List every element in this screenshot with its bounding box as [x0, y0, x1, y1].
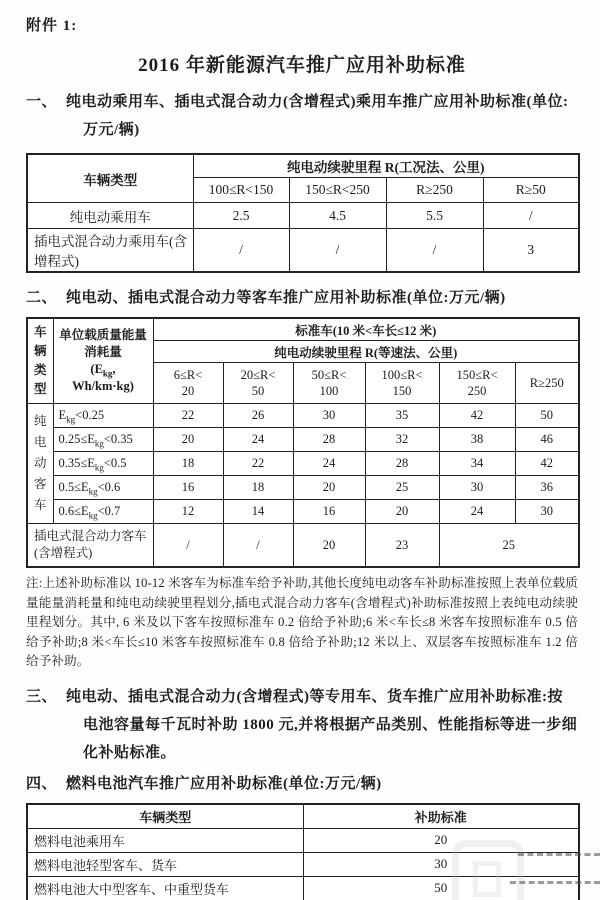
table2-cell: 20 — [293, 476, 365, 500]
table2-cell: 26 — [223, 404, 293, 428]
table2-cell: 18 — [153, 452, 223, 476]
section-3-number: 三、 — [26, 688, 58, 705]
table2-cell: 32 — [365, 428, 439, 452]
table-row — [27, 852, 579, 876]
table2-cell: 28 — [365, 452, 439, 476]
table-row — [27, 229, 579, 273]
table1-cell: 2.5 — [193, 203, 289, 229]
section-2-text: 纯电动、插电式混合动力等客车推广应用补助标准(单位:万元/辆) — [66, 290, 506, 306]
table3-col-header: 车辆类型 — [27, 804, 303, 829]
table1-cell: / — [386, 229, 483, 273]
table-row — [27, 524, 579, 568]
table2-cell: 30 — [293, 404, 365, 428]
table1-cell: 5.5 — [386, 203, 483, 229]
table1-cell: / — [193, 229, 289, 273]
section-2-heading — [26, 284, 578, 312]
section-4-number: 四、 — [26, 775, 58, 792]
table-row — [27, 428, 579, 452]
table3-row-label: 燃料电池大中型客车、中重型货车 — [27, 876, 303, 900]
table2-cell: 22 — [153, 404, 223, 428]
table1-row-label: 纯电动乘用车 — [27, 203, 193, 229]
table-row — [27, 452, 579, 476]
table1-cell: / — [289, 229, 386, 273]
table2-col-header: 50≤R< 100 — [293, 363, 365, 404]
table2-cell: 28 — [293, 428, 365, 452]
table2-standard-vehicle-header: 标准车(10 米<车长≤12 米) — [153, 318, 579, 341]
table2-cell: 25 — [365, 476, 439, 500]
table2-cell: 24 — [439, 500, 515, 524]
table2-col-header: 100≤R< 150 — [365, 363, 439, 404]
table2-cell: 50 — [515, 404, 579, 428]
table1-cell: 4.5 — [289, 203, 386, 229]
table1-col-header: R≥50 — [483, 178, 579, 203]
table2-cell: 20 — [293, 524, 365, 568]
table1-cell: / — [483, 203, 579, 229]
table2-cell: 34 — [439, 452, 515, 476]
table3-row-label: 燃料电池乘用车 — [27, 828, 303, 852]
table1-cell: 3 — [483, 229, 579, 273]
table2-energy-range: $0.35\le E_{kg}<0.5$ — [53, 452, 153, 476]
table1-row-label: 插电式混合动力乘用车(含增程式) — [27, 229, 193, 273]
table-row — [27, 828, 579, 852]
table2-energy-range: $0.6\le E_{kg}<0.7$ — [53, 500, 153, 524]
table-row — [27, 203, 579, 229]
table2-range-header: 纯电动续驶里程 R(等速法、公里) — [153, 341, 579, 363]
table2-phev-label: 插电式混合动力客车(含增程式) — [27, 524, 153, 568]
table2-cell: 14 — [223, 500, 293, 524]
table2-corner-header: 车辆类型 — [27, 318, 53, 404]
table2-cell: 25 — [439, 524, 579, 568]
section-2-number: 二、 — [26, 290, 58, 306]
section-1-heading — [26, 88, 578, 144]
table2-cell: 16 — [153, 476, 223, 500]
table2-col-header: R≥250 — [515, 363, 579, 404]
passenger-car-subsidy-table — [26, 153, 580, 273]
attachment-label: 附件 1: — [26, 18, 78, 34]
table2-footnote: 注:上述补助标准以 10-12 米客车为标准车给予补助,其他长度纯电动客车补助标准按照上表单位载质量能量消耗量和纯电动续驶里程划分,插电式混合动力客车(含增程式)补助标准按照上表纯电动续驶里程划分。其中, 6 米及以下客车按照标准车 0.2 倍给予补助;6 米<车长≤8 米客车按照标准车 0.5 倍给予补助;8 米<车长≤10 米客车按照标准车 0.8 倍给予补助;12 米以上、双层客车按照标准车 1.2 倍给予补助。 — [26, 576, 578, 668]
table2-col-header: 20≤R< 50 — [223, 363, 293, 404]
section-1-number: 一、 — [26, 94, 58, 110]
table2-cell: 30 — [439, 476, 515, 500]
table2-energy-range: $E_{kg}<0.25$ — [53, 404, 153, 428]
table2-col-header: 6≤R< 20 — [153, 363, 223, 404]
table2-cell: 22 — [223, 452, 293, 476]
table2-cell: 36 — [515, 476, 579, 500]
table2-group-label: 纯电动客车 — [27, 404, 53, 524]
table3-col-header: 补助标准 — [303, 804, 579, 829]
table2-cell: 24 — [223, 428, 293, 452]
table2-cell: 12 — [153, 500, 223, 524]
table2-cell: 35 — [365, 404, 439, 428]
table1-range-header: 纯电动续驶里程 R(工况法、公里) — [193, 154, 579, 178]
table2-cell: / — [223, 524, 293, 568]
table3-cell: 30 — [303, 852, 579, 876]
table2-cell: 42 — [439, 404, 515, 428]
section-1-text: 纯电动乘用车、插电式混合动力(含增程式)乘用车推广应用补助标准(单位:万元/辆) — [66, 94, 569, 138]
table-row — [27, 404, 579, 428]
table1-col-header: R≥250 — [386, 178, 483, 203]
table1-corner-header: 车辆类型 — [27, 154, 193, 203]
table1-col-header: 150≤R<250 — [289, 178, 386, 203]
page-title: 2016 年新能源汽车推广应用补助标准 — [138, 55, 466, 76]
section-3-text: 纯电动、插电式混合动力(含增程式)等专用车、货车推广应用补助标准:按电池容量每千瓦时补助 1800 元,并将根据产品类别、性能指标等进一步细化补贴标准。 — [66, 688, 578, 761]
section-3-heading — [26, 683, 578, 767]
table-row — [27, 500, 579, 524]
table-row — [27, 476, 579, 500]
table2-cell: 18 — [223, 476, 293, 500]
table2-energy-range: $0.5\le E_{kg}<0.6$ — [53, 476, 153, 500]
table2-cell: 30 — [515, 500, 579, 524]
table3-cell: 50 — [303, 876, 579, 900]
table2-energy-header: 单位载质量能量消耗量 ($E_{kg}$, Wh/km·kg) — [53, 318, 153, 404]
table2-col-header: 150≤R< 250 — [439, 363, 515, 404]
table2-cell: 24 — [293, 452, 365, 476]
table3-cell: 20 — [303, 828, 579, 852]
table2-cell: 20 — [365, 500, 439, 524]
table-row — [27, 876, 579, 900]
section-4-text: 燃料电池汽车推广应用补助标准(单位:万元/辆) — [66, 775, 382, 792]
table2-cell: 23 — [365, 524, 439, 568]
section-4-heading — [26, 770, 578, 798]
table1-col-header: 100≤R<150 — [193, 178, 289, 203]
table2-cell: 42 — [515, 452, 579, 476]
table2-cell: / — [153, 524, 223, 568]
fuel-cell-subsidy-table — [26, 803, 580, 900]
table2-cell: 20 — [153, 428, 223, 452]
table2-cell: 38 — [439, 428, 515, 452]
table2-cell: 16 — [293, 500, 365, 524]
table3-row-label: 燃料电池轻型客车、货车 — [27, 852, 303, 876]
table2-energy-range: $0.25\le E_{kg}<0.35$ — [53, 428, 153, 452]
bus-subsidy-table — [26, 317, 580, 568]
table2-cell: 46 — [515, 428, 579, 452]
